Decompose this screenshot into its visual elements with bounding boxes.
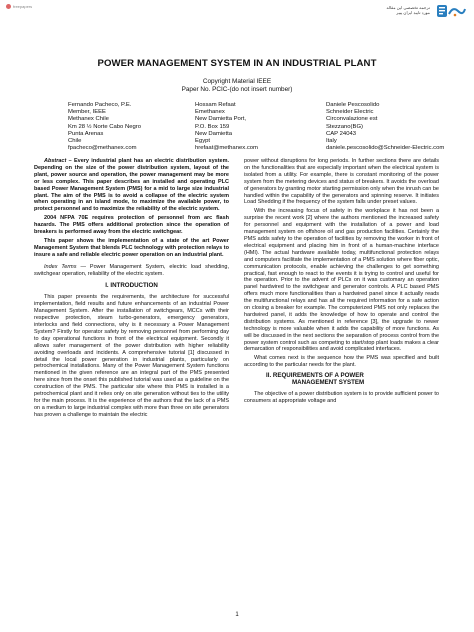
author-email: fpacheco@methanex.com [68, 145, 137, 152]
header-right-text[interactable] [386, 5, 430, 15]
author-affiliation-line: Emethanex [195, 109, 225, 116]
author-affiliation-line: New Damietta Port, [195, 116, 247, 123]
author-affiliation-line: Chile [68, 138, 82, 145]
abstract-paragraph-3: This paper shows the implementation of a state of the art Power Management System that blends PLC technology with protection relays to insure a safe and reliable electric power operation on an industrial plant. [34, 237, 229, 258]
author-name: Fernando Pacheco, P.E. [68, 102, 132, 108]
header-promo-subline: مورد تایید ایران پیپر [396, 10, 430, 15]
author-affiliation-line: Circonvalazione est [326, 116, 378, 123]
header-left-brand: freepapers [6, 4, 32, 9]
author-email: daniele.pescosolido@Schneider-Electric.com [326, 145, 445, 152]
section-heading-line: II. REQUIREMENTS OF A POWER [266, 372, 364, 380]
author-affiliation-line: Km 28 ½ Norte Cabo Negro [68, 123, 142, 130]
body-paragraph: With the increasing focus of safety in the workplace it has not been a surprise the recent work [2] where the authors mentioned the increased safety for personnel and equipment with the installation of a power and load management system on offshore oil and gas production facilities. Certainly the PMS adds safety to the operation of facilities by removing the worker in front of electrical equipment and placing him in front of a human-machine interface (HMI). The actual hardware available today, multifunctional protection relays and computers facilitate the implementation of a PMS solution where fiber optic, communication protocols, enable achieving the challenges to get something practical, fast enough to react to the events it is trying to control and useful for the operation. Prior to the advent of PLCs on it was customary an operation panel hardwired to the switchgear and generator controls. A PLC based PMS offers much more functionalities than a hardwired panel since it actually reads the multifunctional relays and has all the required information for a safe action on closing a breaker for example. The computerized PMS not only replaces the hardwired panel, it adds the knowledge of how to operate and control the distribution systems. As mentioned in reference [3], the upgrade to newer technology is more valuable when it adds the capability of more functions. As will be discussed in the next sections the separation of process control from the power system control such as competing to start/stop plant loads makes a clear demarcation of responsibilities and avoid complicated interfaces. [244, 208, 439, 353]
author-2 [195, 102, 258, 152]
author-affiliation-line: New Damietta [195, 130, 232, 137]
body-paragraph: power without disruptions for long periods. In further sections there are details on the functionalities that are especially important when the electrical system is isolated from a utility. For example, there is constant monitoring of the power system from the metering devices and status of breakers. It avoids the overload of generators by granting motor starting permission only when the inrush can be handled within the capability of the generators and spinning reserve. It initiates Load Shedding if the frequency of the system falls under preset values. [244, 158, 439, 206]
author-affiliation-line: Punta Arenas [68, 130, 104, 137]
author-affiliation-line: CAP 24043 [326, 130, 357, 137]
page-number: 1 [235, 612, 239, 618]
author-name: Daniele Pescosolido [326, 102, 380, 108]
author-1 [68, 102, 141, 152]
section-heading-requirements [244, 373, 439, 387]
abstract-label: Abstract [44, 158, 67, 164]
paper-number-line: Paper No. PCIC-(do not insert number) [181, 86, 293, 93]
copyright-line: Copyright Material IEEE [202, 78, 272, 85]
author-email: hrefaat@methanex.com [195, 145, 258, 152]
header-promo-line[interactable]: ترجمه تخصصی این مقاله [386, 5, 430, 10]
author-affiliation-line: Italy [326, 138, 337, 145]
section-heading-line: MANAGEMENT SYSTEM [292, 379, 365, 387]
paper-title: POWER MANAGEMENT SYSTEM IN AN INDUSTRIAL PLANT [97, 58, 377, 69]
site-header [0, 0, 474, 20]
body-paragraph: What comes next is the sequence how the PMS was specified and built according to the particular needs for the plant. [244, 355, 439, 369]
author-affiliation-line: Stezzano(BG) [326, 123, 363, 130]
right-column [244, 158, 439, 407]
brand-dot-icon [6, 4, 11, 9]
author-name: Hossam Refaat [195, 102, 236, 108]
author-affiliation-line: Methanex Chile [68, 116, 109, 123]
section-heading-introduction: I. INTRODUCTION [105, 281, 158, 289]
iranpaper-logo-icon[interactable] [436, 3, 466, 19]
index-terms-label: Index Terms [44, 263, 77, 270]
author-affiliation-line: Egypt [195, 138, 211, 145]
author-affiliation-line: P.O. Box 159 [195, 123, 230, 130]
abstract-paragraph [34, 158, 229, 213]
author-affiliation-line: Member, IEEE [68, 109, 106, 116]
index-terms-text: — Power Management System, electric load shedding, switchgear operation, reliability of the electric system. [34, 263, 229, 277]
abstract-text: – Every industrial plant has an electric distribution system. Depending on the size of the power distribution system, layout of the plant, power source and operation, the power management may be more or less complex. This paper describes an installed and operating PLC based Power Management System (PMS) for a mid to large size industrial plant. The aim of the PMS is to avoid a collapse of the electric system when operating in an island mode, to maximize the available power, to protect personnel and to maximize the reliability of the electric system. [34, 158, 229, 213]
abstract-paragraph-2: 2004 NFPA 70E requires protection of personnel from arc flash hazards. The PMS offers additional protection since the operation of breakers is performed away from the electric switchgear. [34, 215, 229, 236]
introduction-paragraph: This paper presents the requirements, the architecture for successful implementation, field results and future enhancements of an industrial Power Management System. After the installation of switchgears, MCCs with their respective protection, steam turbo-generators, emergency generators, interlocks and field connections, why is it necessary a Power Management System? Firstly for operator safety by removing personnel from performing day to day operational functions in front of the electrical equipment. Secondly it allows safer management of the power distribution with higher reliability avoiding overloads and incidents. A comprehensive tutorial [1] discussed in detail the local power generation in industrial plants, particularly on petrochemical installations. Many of the Power Management System functions mentioned in the given reference are an integral part of the PMS presented here since from the onset this published tutorial was used as a guideline on the construction of the PMS. The particular site where this PMS is installed is a petrochemical plant and it relies only on site generation without ties to the utility for the main process. It is the experience of the authors that the lack of a PMS on a medium to large industrial complex with more than three on site generators has proven a challenge to maintain the electric [34, 294, 229, 418]
index-terms [34, 264, 229, 278]
body-paragraph: The objective of a power distribution system is to provide sufficient power to consumers at appropriate voltage and [244, 391, 439, 404]
author-3 [326, 102, 444, 152]
left-column [34, 158, 229, 421]
author-affiliation-line: Schneider Electric [326, 109, 374, 116]
